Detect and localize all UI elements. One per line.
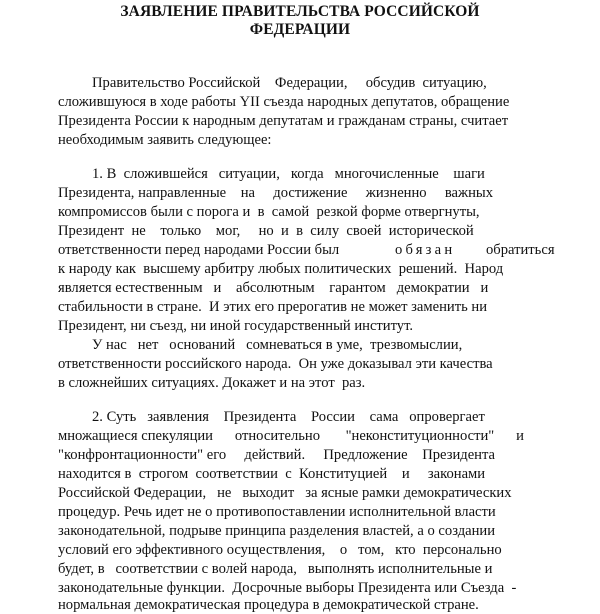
section2-line: процедур. Речь идет не о противопоставлении исполнительной власти <box>58 504 496 520</box>
section2-line: "конфронтационности" его действий. Предложение Президента <box>58 447 496 463</box>
section2-line: Российской Федерации, не выходит за ясные рамки демократических <box>58 485 512 501</box>
section2-line: множащиеся спекуляции относительно "неконституционности" и <box>58 428 524 444</box>
section1-line: Президента, направленные на достижение жизненно важных <box>58 185 494 201</box>
section1-line: 1. В сложившейся ситуации, когда многочисленные шаги <box>92 166 485 182</box>
section2-line: будет, в соответствии с волей народа, выполнять исполнительные и <box>58 561 493 577</box>
section1-emphasis-word: обязан <box>395 242 456 258</box>
intro-line: сложившуюся в ходе работы YII съезда народных депутатов, обращение <box>58 94 510 110</box>
section1-line: к народу как высшему арбитру любых политических решений. Народ <box>58 261 504 277</box>
section1-line: ответственности российского народа. Он уже доказывал эти качества <box>58 356 493 372</box>
section1-line: в сложнейших ситуациях. Докажет и на этот раз. <box>58 375 366 391</box>
section2-line: условий его эффективного осуществления, о том, кто персонально <box>58 542 502 558</box>
section2-line: законодательной, подрыве принципа разделения властей, а о создании <box>58 523 496 539</box>
section2-line: законодательные функции. Досрочные выборы Президента или Съезда - <box>58 580 517 596</box>
section2-line: находится в строгом соответствии с Конституцией и законами <box>58 466 486 482</box>
intro-line: Президента России к народным депутатам и гражданам страны, считает <box>58 113 509 129</box>
section1-line: ответственности перед народами России был <box>58 242 340 258</box>
document-title-line-1: ЗАЯВЛЕНИЕ ПРАВИТЕЛЬСТВА РОССИЙСКОЙ <box>120 3 480 20</box>
section1-line: Президент, ни съезд, ни иной государственный институт. <box>58 318 414 334</box>
section1-line: У нас нет оснований сомневаться в уме, трезвомыслии, <box>92 337 463 353</box>
intro-line: Правительство Российской Федерации, обсудив ситуацию, <box>92 75 487 91</box>
section2-line: нормальная демократическая процедура в демократической стране. <box>58 597 479 613</box>
document-title-line-2: ФЕДЕРАЦИИ <box>249 21 351 38</box>
section1-line: стабильности в стране. И этих его прерогатив не может заменить ни <box>58 299 488 315</box>
section1-line: компромиссов были с порога и в самой резкой форме отвергнуты, <box>58 204 480 220</box>
section1-line: Президент не только мог, но и в силу своей исторической <box>58 223 474 239</box>
section1-line: является естественным и абсолютным гарантом демократии и <box>58 280 489 296</box>
section1-line: обратиться <box>486 242 555 258</box>
section2-line: 2. Суть заявления Президента России сама опровергает <box>92 409 485 425</box>
intro-line: необходимым заявить следующее: <box>58 132 272 148</box>
